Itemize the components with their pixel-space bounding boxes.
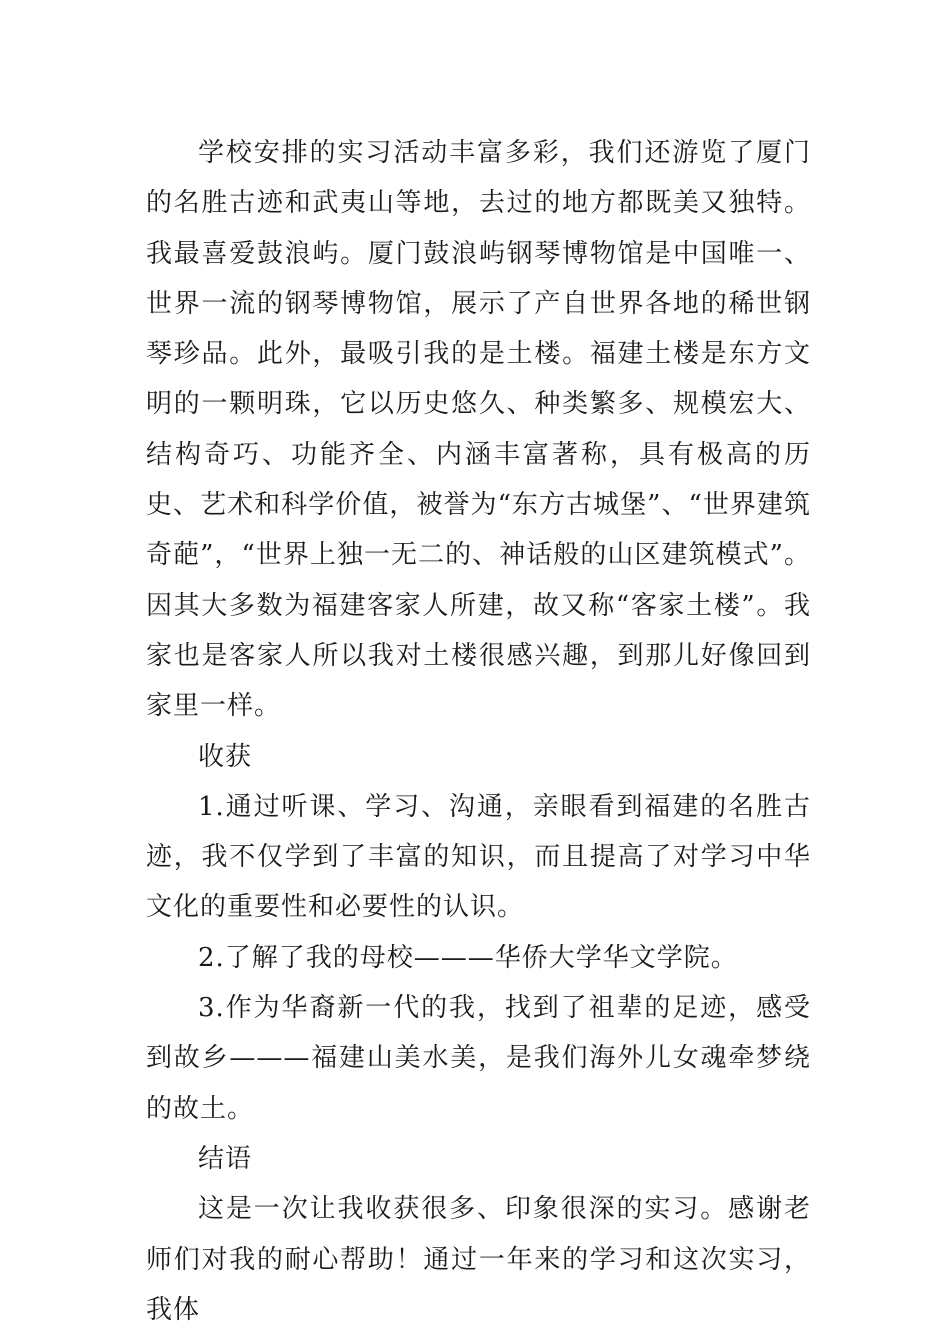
document-body (146, 128, 811, 1335)
paragraph-trip-description: 学校安排的实习活动丰富多彩，我们还游览了厦门的名胜古迹和武夷山等地，去过的地方都既美又独特。我最喜爱鼓浪屿。厦门鼓浪屿钢琴博物馆是中国唯一、世界一流的钢琴博物馆，展示了产自世界各地的稀世钢琴珍品。此外，最吸引我的是土楼。福建土楼是东方文明的一颗明珠，它以历史悠久、种类繁多、规模宏大、结构奇巧、功能齐全、内涵丰富著称，具有极高的历史、艺术和科学价值，被誉为“东方古城堡”、“世界建筑奇葩”，“世界上独一无二的、神话般的山区建筑模式”。因其大多数为福建客家人所建，故又称“客家土楼”。我家也是客家人所以我对土楼很感兴趣，到那儿好像回到家里一样。 (146, 138, 811, 722)
paragraph-harvest-1: 1.通过听课、学习、沟通，亲眼看到福建的名胜古迹，我不仅学到了丰富的知识，而且提高了对学习中华文化的重要性和必要性的认识。 (146, 791, 811, 923)
section-heading-harvest: 收获 (198, 741, 253, 772)
paragraph-harvest-2: 2.了解了我的母校———华侨大学华文学院。 (198, 942, 738, 973)
paragraph-harvest-3: 3.作为华裔新一代的我，找到了祖辈的足迹，感受到故乡———福建山美水美，是我们海外儿女魂牵梦绕的故土。 (146, 993, 811, 1124)
paragraph-conclusion: 这是一次让我收获很多、印象很深的实习。感谢老师们对我的耐心帮助！通过一年来的学习和这次实习，我体 (146, 1194, 811, 1325)
section-heading-conclusion: 结语 (198, 1143, 253, 1174)
